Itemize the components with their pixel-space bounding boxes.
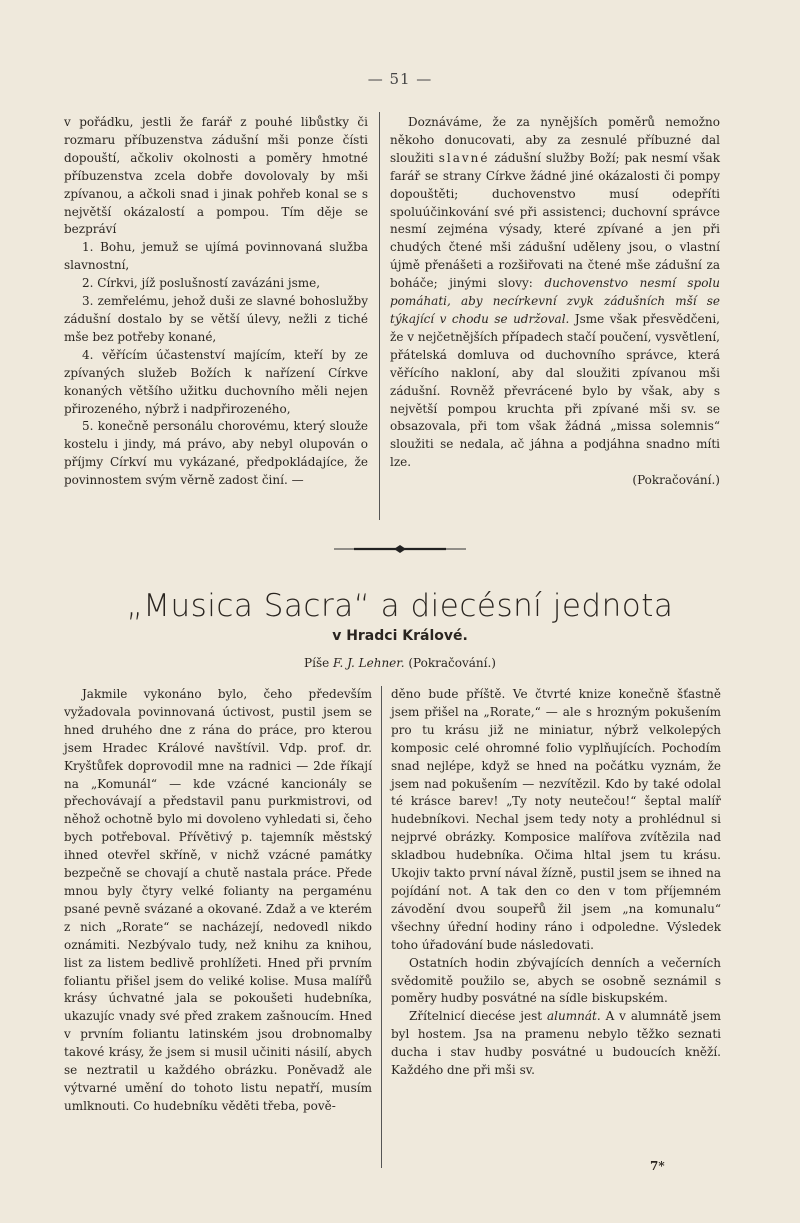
continued-note: (Pokračování.) — [632, 473, 720, 488]
paragraph — [390, 114, 720, 472]
signature-mark: 7* — [650, 1159, 665, 1173]
bottom-left-column — [64, 686, 372, 1116]
paragraph: Ostatních hodin zbývajících denních a večerních svědomitě použilo se, abych se osobně seznámil s poměry hudby posvátné na sídle biskupském. — [391, 955, 721, 1006]
paragraph: v pořádku, jestli že farář z pouhé libůstky či rozmaru příbuzenstva zádušní mši ponze čísti dopouští, ačkoliv okolnosti a poměry hmotné příbuzenstva zcela dobře dovolovaly by mši zpívanou, a ačkoli snad i jinak pohřeb konal se s největší okázalostí a pompou. Tím děje se bezpráví — [64, 115, 368, 237]
text-run: Zřítelnicí diecése jest — [409, 1009, 543, 1024]
text-run: zádušní služby Boží; pak nesmí však farář se strany Církve žádné jiné okázalosti či pompy dopouštěti; duchovenstvo musí odepříti spoluúčinkování své při assistenci; duchovní správce nesmí zejména výsady, které zpívané a jen při chudých čtené mši zádušní uděleny jsou, o vlastní újmě přenášeti a rozšiřovati na čtené mše zádušní za boháče; jinými slovy: — [390, 150, 720, 291]
column-divider — [381, 686, 382, 1168]
italic-emphasis: duchovenstvo nesmí spolu pomáhati, aby necírkevní zvyk zádušních mší se týkající v chodu se udržoval. — [390, 276, 720, 326]
list-item: 1. Bohu, jemuž se ujímá povinnovaná služba slavnostní, — [64, 240, 368, 273]
page-number: — 51 — — [367, 70, 433, 88]
text-run: A v alumnátě jsem byl hostem. Jsa na pramenu nebylo těžko seznati ducha i stav hudby posvátné u budoucích kněží. Každého dne při mši sv. — [391, 1009, 721, 1078]
list-item: 4. věřícím účastenství majícím, kteří by ze zpívaných služeb Božích k nařízení Církve konaných většího užitku duchovního měli nejen přirozeného, nýbrž i nadpřirozeného, — [64, 347, 368, 416]
top-right-column — [390, 114, 720, 490]
paragraph: Jakmile vykonáno bylo, čeho především vyžadovala povinnovaná úctivost, pustil jsem se hned druhého dne z rána do práce, pro kterou jsem Hradec Králové navštívil. Vdp. prof. dr. Kryštůfek doprovodil mne na radnici — 2de říkají na „Komunál“ — kde vzácné kancionály se přechovávají a představil panu purkmistrovi, od něhož ochotně bylo mi dovoleno vyhledati si, čeho bych potřeboval. Přívětivý p. tajemník městský ihned otevřel skříně, v nichž vzácné památky bezpečně se chovají a chutě nastala práce. Přede mnou byly čtyry velké folianty na pergaménu psané pevně svázané a okované. Zdaž a ve kterém z nich „Rorate“ se nacházejí, nedovedl nikdo oznámiti. Nezbývalo tudy, než knihu za knihou, list za listem bedlivě prohlížeti. Hned při prvním foliantu přišel jsem do veliké kolise. Musa malířů krásy úchvatné jala se pokoušeti hudebníka, ukazujíc vnady své před zrakem zašnoucím. Hned v prvním foliantu latinském jsou drobnomalby takové krásy, že jsem si musil učiniti násilí, abych se neztratil u každého obrázku. Poněvadž ale výtvarné umění do tohoto listu nepatří, musím umlknouti. Co hudebníku věděti třeba, pově- — [64, 687, 372, 1113]
divider-ornament — [334, 545, 466, 553]
italic-emphasis: alumnát. — [547, 1009, 601, 1024]
text-run: Doznáváme, že za nynějších poměrů nemožno někoho donucovati, aby za zesnulé příbuzné dal sloužiti — [390, 115, 720, 165]
bottom-right-column — [391, 686, 721, 1080]
article-subtitle: v Hradci Králové. — [332, 628, 468, 644]
list-item: 2. Církvi, jíž poslušností zavázáni jsme, — [82, 276, 321, 291]
list-item: 5. konečně personálu chorovému, který slouže kostelu i jindy, má právo, aby nebyl olupován o příjmy Církví mu vykázané, předpokládajíce, že povinnostem svým věrně zadost činí. — — [64, 419, 368, 488]
paragraph — [391, 1008, 721, 1080]
byline — [0, 656, 800, 670]
text-run: Jsme však přesvědčeni, že v nejčetnějších případech stačí poučení, vysvětlení, přátelská domluva od duchovního správce, která věřícího nakloní, aby dal sloužiti zpívanou mši zádušní. Rovněž převrácené bylo by však, aby s největší pompou kruchta při zpívané mši sv. se obsazovala, při tom však žádná „missa solemnis“ sloužiti se nedala, ač jáhna a podjáhna snadno míti lze. — [390, 311, 720, 470]
column-divider — [379, 112, 380, 520]
article-title: „Musica Sacra“ a diecésní jednota — [126, 588, 674, 624]
top-left-column — [64, 114, 368, 490]
author: F. J. Lehner. — [333, 656, 405, 670]
byline-suffix: (Pokračování.) — [408, 656, 496, 670]
spaced-word: slavné — [438, 150, 490, 165]
byline-prefix: Píše — [304, 656, 330, 670]
paragraph: děno bude příště. Ve čtvrté knize konečně šťastně jsem přišel na „Rorate,“ — ale s hrozným pokušením pro tu krásu již ne miniatur, nýbrž velkolepých komposic celé ohromné folio vyplňujících. Pochodím snad nejlépe, když se hned na počátku vyznám, že jsem nad pokušením — nezvítězil. Kdo by také odolal té krásce barev! „Ty noty neutečou!“ šeptal malíř hudebníkovi. Nechal jsem tedy noty a prohlédnul si nejprvé obrázky. Komposice malířova zvítězila nad skladbou hudebníka. Očima hltal jsem tu krásu. Ukojiv takto první nával žízně, pustil jsem se ihned na pojídání not. A tak den co den v tom příjemném závodění dvou soupeřů žil jsem „na komunalu“ všechny úřední hodiny ráno i odpoledne. Výsledek toho úřadování bude následovati. — [391, 687, 721, 952]
list-item: 3. zemřelému, jehož duši ze slavné bohoslužby zádušní dostalo by se větší úlevy, nežli z tiché mše bez potřeby konané, — [64, 294, 368, 344]
